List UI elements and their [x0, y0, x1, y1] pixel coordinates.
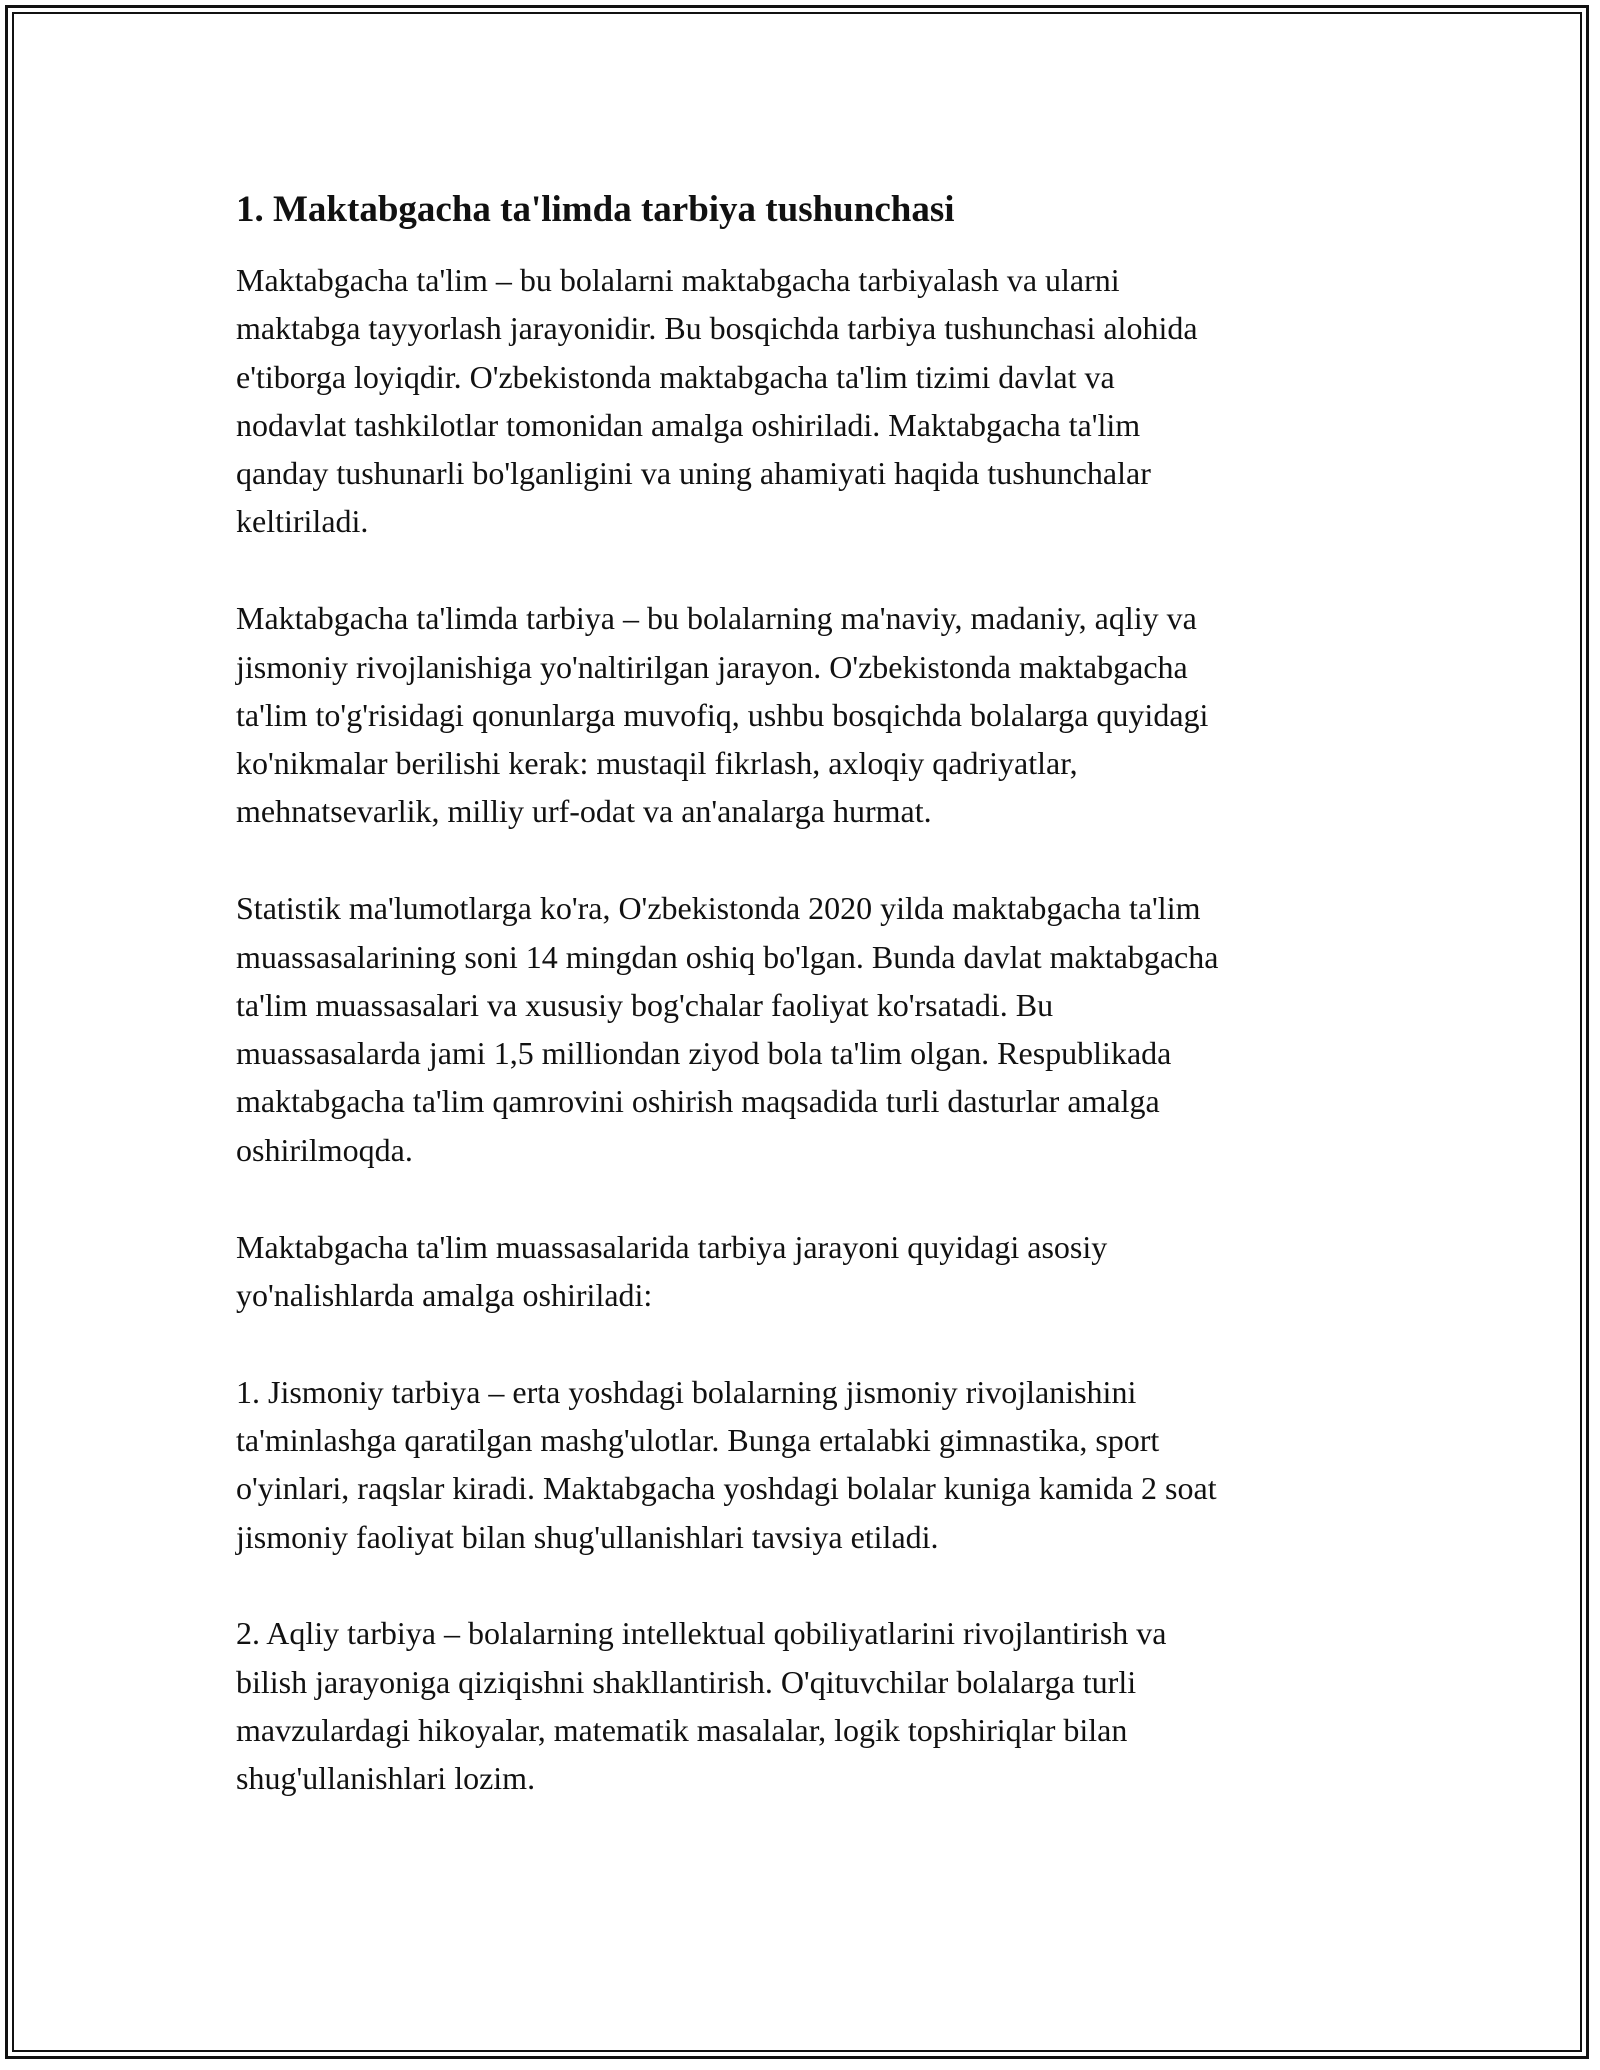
text-line: muassasalarda jami 1,5 milliondan ziyod bola ta'lim olgan. Respublikada: [236, 1035, 1172, 1072]
text-line: Maktabgacha ta'lim – bu bolalarni maktabgacha tarbiyalash va ularni: [236, 262, 1120, 298]
text-line: 1. Jismoniy tarbiya – erta yoshdagi bolalarning jismoniy rivojlanishini: [236, 1373, 1137, 1410]
text-line: nodavlat tashkilotlar tomonidan amalga oshiriladi. Maktabgacha ta'lim: [236, 406, 1141, 443]
text-line: ko'nikmalar berilishi kerak: mustaqil fikrlash, axloqiy qadriyatlar,: [236, 745, 1078, 782]
text-line: muassasalarining soni 14 mingdan oshiq bo'lgan. Bunda davlat maktabgacha: [236, 938, 1219, 975]
text-line: qanday tushunarli bo'lganligini va uning ahamiyati haqida tushunchalar: [236, 455, 1151, 492]
text-line: ta'lim muassasalari va xususiy bog'chalar faoliyat ko'rsatadi. Bu: [236, 986, 1054, 1023]
text-line: 2. Aqliy tarbiya – bolalarning intellektual qobiliyatlarini rivojlantirish va: [236, 1615, 1167, 1652]
paragraph: [236, 256, 1376, 546]
text-line: mavzulardagi hikoyalar, matematik masalalar, logik topshiriqlar bilan: [236, 1711, 1128, 1748]
paragraph: [236, 1223, 1376, 1320]
text-line: Statistik ma'lumotlarga ko'ra, O'zbekistonda 2020 yilda maktabgacha ta'lim: [236, 890, 1201, 927]
text-line: shug'ullanishlari lozim.: [236, 1760, 536, 1797]
paragraph-list: [236, 256, 1376, 1803]
text-line: yo'nalishlarda amalga oshiriladi:: [236, 1276, 653, 1313]
text-line: maktabga tayyorlash jarayonidir. Bu bosqichda tarbiya tushunchasi alohida: [236, 310, 1198, 347]
text-line: jismoniy faoliyat bilan shug'ullanishlari tavsiya etiladi.: [236, 1518, 939, 1555]
text-line: e'tiborga loyiqdir. O'zbekistonda maktabgacha ta'lim tizimi davlat va: [236, 358, 1115, 395]
paragraph: [236, 884, 1376, 1174]
paragraph: [236, 594, 1376, 835]
text-line: Maktabgacha ta'lim muassasalarida tarbiya jarayoni quyidagi asosiy: [236, 1228, 1108, 1265]
text-line: oshirilmoqda.: [236, 1131, 413, 1168]
text-line: jismoniy rivojlanishiga yo'naltirilgan jarayon. O'zbekistonda maktabgacha: [236, 648, 1188, 685]
text-line: keltiriladi.: [236, 503, 369, 540]
text-line: maktabgacha ta'lim qamrovini oshirish maqsadida turli dasturlar amalga: [236, 1083, 1160, 1120]
paragraph: [236, 1368, 1376, 1561]
paragraph: [236, 1609, 1376, 1802]
section-heading: 1. Maktabgacha ta'limda tarbiya tushunchasi: [236, 189, 955, 230]
text-line: Maktabgacha ta'limda tarbiya – bu bolalarning ma'naviy, madaniy, aqliy va: [236, 600, 1197, 637]
document-body: [236, 186, 1376, 1851]
text-line: o'yinlari, raqslar kiradi. Maktabgacha yoshdagi bolalar kuniga kamida 2 soat: [236, 1470, 1217, 1507]
text-line: ta'minlashga qaratilgan mashg'ulotlar. Bunga ertalabki gimnastika, sport: [236, 1421, 1160, 1458]
text-line: mehnatsevarlik, milliy urf-odat va an'analarga hurmat.: [236, 793, 932, 830]
text-line: bilish jarayoniga qiziqishni shakllantirish. O'qituvchilar bolalarga turli: [236, 1663, 1137, 1700]
text-line: ta'lim to'g'risidagi qonunlarga muvofiq, ushbu bosqichda bolalarga quyidagi: [236, 696, 1209, 733]
